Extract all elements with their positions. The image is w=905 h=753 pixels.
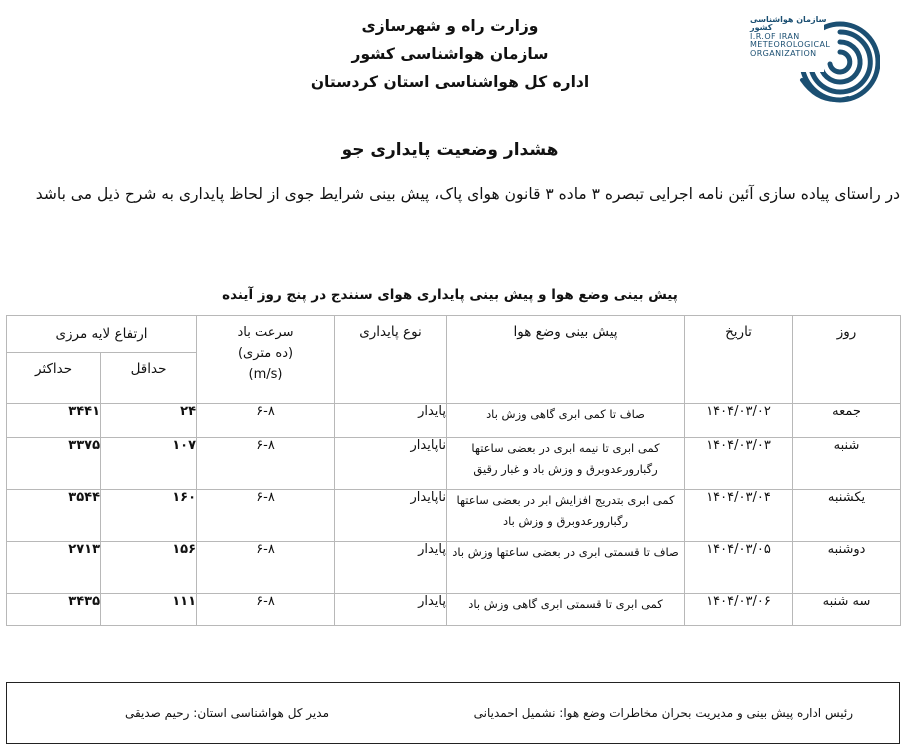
logo-en-line2: METEOROLOGICAL (750, 40, 831, 50)
header-boundary-layer: ارتفاع لایه مرزی (7, 316, 197, 353)
header-stability: نوع پایداری (335, 316, 447, 404)
table-row (7, 542, 901, 594)
table-header-row (7, 316, 901, 353)
letterhead (300, 12, 600, 96)
cell-stability: پایدار (335, 594, 447, 626)
intro-paragraph: در راستای پیاده سازی آئین نامه اجرایی تبصره ۳ ماده ۳ قانون هوای پاک، پیش بینی شرایط جوی از لحاظ پایداری به شرح ذیل می باشد (35, 185, 900, 203)
cell-min: ۱۰۷ (101, 438, 197, 490)
cell-weather: کمی ابری تا نیمه ابری در بعضی ساعتها رگبارورعدوبرق و وزش باد و غبار رقیق (447, 438, 685, 490)
cell-day: دوشنبه (793, 542, 901, 594)
cell-wind: ۶-۸ (197, 404, 335, 438)
table-row (7, 490, 901, 542)
cell-max: ۳۳۷۵ (7, 438, 101, 490)
organization-logo (750, 10, 880, 108)
table-row (7, 438, 901, 490)
cell-date: ۱۴۰۴/۰۳/۰۶ (685, 594, 793, 626)
logo-en-line1: I.R.OF IRAN (750, 31, 800, 41)
cell-day: سه شنبه (793, 594, 901, 626)
cell-weather: صاف تا کمی ابری گاهی وزش باد (447, 404, 685, 438)
cell-weather: کمی ابری تا قسمتی ابری گاهی وزش باد (447, 594, 685, 626)
cell-max: ۳۴۴۱ (7, 404, 101, 438)
cell-wind: ۶-۸ (197, 542, 335, 594)
header-max: حداکثر (7, 353, 101, 404)
table-row (7, 404, 901, 438)
cell-day: جمعه (793, 404, 901, 438)
document-title: هشدار وضعیت پایداری جو (341, 140, 559, 160)
cell-wind: ۶-۸ (197, 594, 335, 626)
cell-max: ۲۷۱۳ (7, 542, 101, 594)
cell-min: ۲۴ (101, 404, 197, 438)
cell-date: ۱۴۰۴/۰۳/۰۲ (685, 404, 793, 438)
cell-min: ۱۶۰ (101, 490, 197, 542)
header-wind-line3: (m/s) (248, 367, 283, 382)
header-wind-line2: (ده متری) (237, 346, 294, 361)
cell-date: ۱۴۰۴/۰۳/۰۵ (685, 542, 793, 594)
cell-stability: پایدار (335, 542, 447, 594)
cell-stability: ناپایدار (335, 438, 447, 490)
cell-date: ۱۴۰۴/۰۳/۰۴ (685, 490, 793, 542)
header-wind (197, 316, 335, 404)
cell-max: ۳۵۴۴ (7, 490, 101, 542)
header-wind-line1: سرعت باد (237, 325, 294, 340)
header-day: روز (793, 316, 901, 404)
cell-min: ۱۱۱ (101, 594, 197, 626)
cell-wind: ۶-۸ (197, 490, 335, 542)
forecast-table (6, 315, 901, 626)
cell-max: ۳۴۳۵ (7, 594, 101, 626)
department-name: اداره کل هواشناسی استان کردستان (310, 73, 590, 91)
table-row (7, 594, 901, 626)
logo-en-line3: ORGANIZATION (750, 48, 817, 58)
cell-day: یکشنبه (793, 490, 901, 542)
table-title: پیش بینی وضع هوا و پیش بینی پایداری هوای سنندج در پنج روز آینده (222, 287, 678, 303)
logo-persian-text: سازمان هواشناسی کشور (750, 15, 827, 33)
director-general-signer: مدیر کل هواشناسی استان: رحیم صدیقی (124, 706, 329, 720)
organization-name: سازمان هواشناسی کشور (351, 45, 549, 63)
forecast-head-signer: رئیس اداره پیش بینی و مدیریت بحران مخاطرات وضع هوا: نشمیل احمدیانی (473, 706, 853, 720)
cell-day: شنبه (793, 438, 901, 490)
cell-weather: کمی ابری بتدریج افزایش ابر در بعضی ساعتها رگبارورعدوبرق و وزش باد (447, 490, 685, 542)
header-min: حداقل (101, 353, 197, 404)
cell-stability: ناپایدار (335, 490, 447, 542)
header-date: تاریخ (685, 316, 793, 404)
signature-box (6, 682, 900, 744)
cell-min: ۱۵۶ (101, 542, 197, 594)
cell-date: ۱۴۰۴/۰۳/۰۳ (685, 438, 793, 490)
cell-wind: ۶-۸ (197, 438, 335, 490)
header-weather: پیش بینی وضع هوا (447, 316, 685, 404)
ministry-name: وزارت راه و شهرسازی (361, 17, 539, 35)
cell-stability: پایدار (335, 404, 447, 438)
cell-weather: صاف تا قسمتی ابری در بعضی ساعتها وزش باد (447, 542, 685, 594)
